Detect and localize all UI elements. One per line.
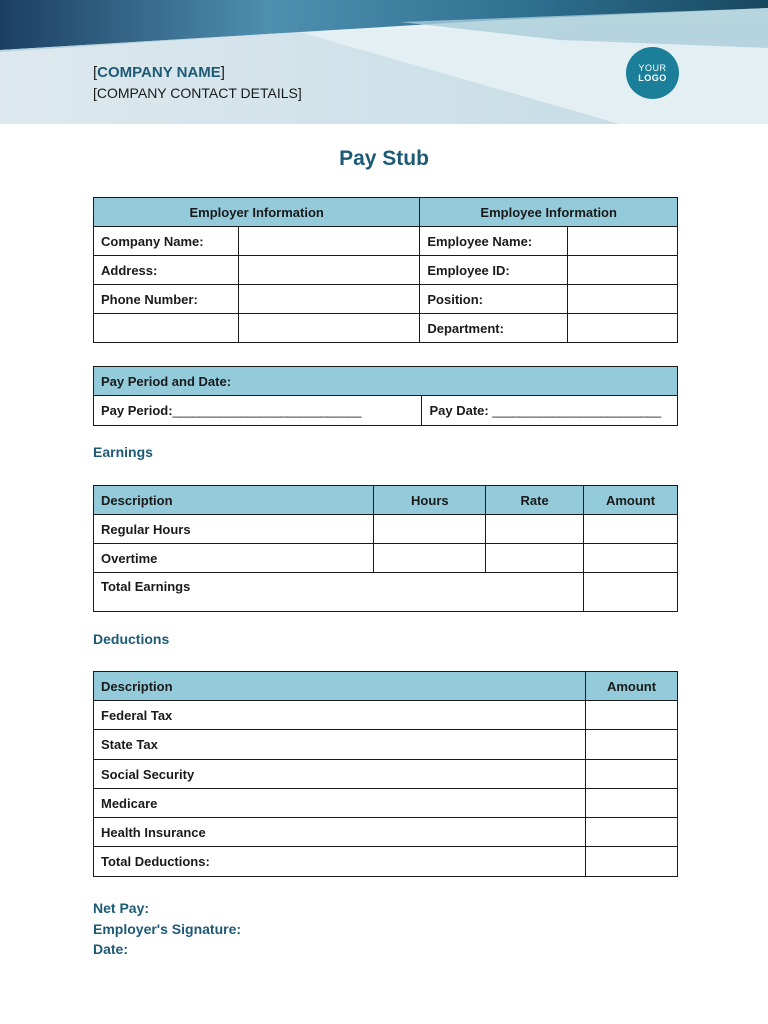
employer-header: Employer Information	[94, 198, 420, 227]
table-row	[94, 760, 678, 789]
earnings-rate-cell[interactable]	[486, 515, 584, 544]
deduction-amount-cell[interactable]	[586, 847, 678, 877]
deduction-description: Health Insurance	[94, 818, 586, 847]
pay-date-field[interactable]	[422, 396, 678, 426]
employer-field-value[interactable]	[238, 256, 420, 285]
logo-text-line1: YOUR	[638, 63, 667, 73]
table-row	[94, 789, 678, 818]
pay-period-line: ____________________________	[172, 403, 361, 418]
deduction-description: Federal Tax	[94, 701, 586, 730]
employer-field-label	[94, 314, 239, 343]
deduction-description: Total Deductions:	[94, 847, 586, 877]
table-row	[94, 730, 678, 760]
earnings-amount-cell[interactable]	[584, 515, 678, 544]
deduction-description: Medicare	[94, 789, 586, 818]
employee-field-value[interactable]	[568, 227, 678, 256]
employee-field-value[interactable]	[568, 314, 678, 343]
total-earnings-cell[interactable]	[584, 573, 678, 612]
logo	[626, 47, 679, 99]
table-row	[94, 285, 678, 314]
deductions-col-description: Description	[94, 672, 586, 701]
earnings-rate-cell[interactable]	[486, 544, 584, 573]
page-title: Pay Stub	[339, 147, 429, 170]
net-pay-label: Net Pay:	[93, 900, 150, 916]
deduction-amount-cell[interactable]	[586, 789, 678, 818]
employee-field-label: Employee ID:	[420, 256, 568, 285]
deductions-label: Deductions	[93, 631, 170, 647]
earnings-table	[93, 485, 678, 612]
employer-field-value[interactable]	[238, 227, 420, 256]
deduction-amount-cell[interactable]	[586, 760, 678, 789]
pay-period-header: Pay Period and Date:	[94, 367, 678, 396]
deductions-col-amount: Amount	[586, 672, 678, 701]
deduction-description: Social Security	[94, 760, 586, 789]
table-row	[94, 396, 678, 426]
info-table	[93, 197, 678, 343]
table-row	[94, 314, 678, 343]
table-row	[94, 573, 678, 612]
date-label: Date:	[93, 941, 129, 957]
pay-date-line: _________________________	[492, 403, 661, 418]
pay-date-label: Pay Date:	[429, 403, 489, 418]
earnings-description: Regular Hours	[94, 515, 374, 544]
table-row	[94, 544, 678, 573]
earnings-col-description: Description	[94, 486, 374, 515]
employer-field-value[interactable]	[238, 314, 420, 343]
employer-field-label: Company Name:	[94, 227, 239, 256]
employee-field-value[interactable]	[568, 256, 678, 285]
earnings-description: Overtime	[94, 544, 374, 573]
employee-field-label: Position:	[420, 285, 568, 314]
employer-field-label: Address:	[94, 256, 239, 285]
employee-header: Employee Information	[420, 198, 678, 227]
deduction-amount-cell[interactable]	[586, 818, 678, 847]
deduction-amount-cell[interactable]	[586, 701, 678, 730]
earnings-col-amount: Amount	[584, 486, 678, 515]
table-row	[94, 847, 678, 877]
earnings-label: Earnings	[93, 444, 153, 460]
earnings-col-rate: Rate	[486, 486, 584, 515]
earnings-amount-cell[interactable]	[584, 544, 678, 573]
header-banner	[0, 0, 768, 124]
employee-field-label: Employee Name:	[420, 227, 568, 256]
employee-field-value[interactable]	[568, 285, 678, 314]
table-row	[94, 256, 678, 285]
table-row	[94, 227, 678, 256]
table-row	[94, 818, 678, 847]
pay-period-field[interactable]	[94, 396, 422, 426]
employer-field-value[interactable]	[238, 285, 420, 314]
employer-signature-label: Employer's Signature:	[93, 920, 242, 937]
employer-field-label: Phone Number:	[94, 285, 239, 314]
company-contact: [COMPANY CONTACT DETAILS]	[93, 85, 302, 101]
company-name: [COMPANY NAME]	[93, 64, 225, 81]
logo-text-line2: LOGO	[638, 73, 667, 83]
table-row	[94, 515, 678, 544]
employee-field-label: Department:	[420, 314, 568, 343]
total-earnings-label: Total Earnings	[94, 573, 584, 612]
earnings-hours-cell[interactable]	[374, 544, 486, 573]
table-row	[94, 701, 678, 730]
deductions-table	[93, 671, 678, 877]
pay-period-table	[93, 366, 678, 426]
footer-block	[93, 898, 241, 960]
pay-period-label: Pay Period:	[101, 403, 173, 418]
deduction-description: State Tax	[94, 730, 586, 760]
earnings-col-hours: Hours	[374, 486, 486, 515]
deduction-amount-cell[interactable]	[586, 730, 678, 760]
company-block	[93, 63, 302, 103]
earnings-hours-cell[interactable]	[374, 515, 486, 544]
